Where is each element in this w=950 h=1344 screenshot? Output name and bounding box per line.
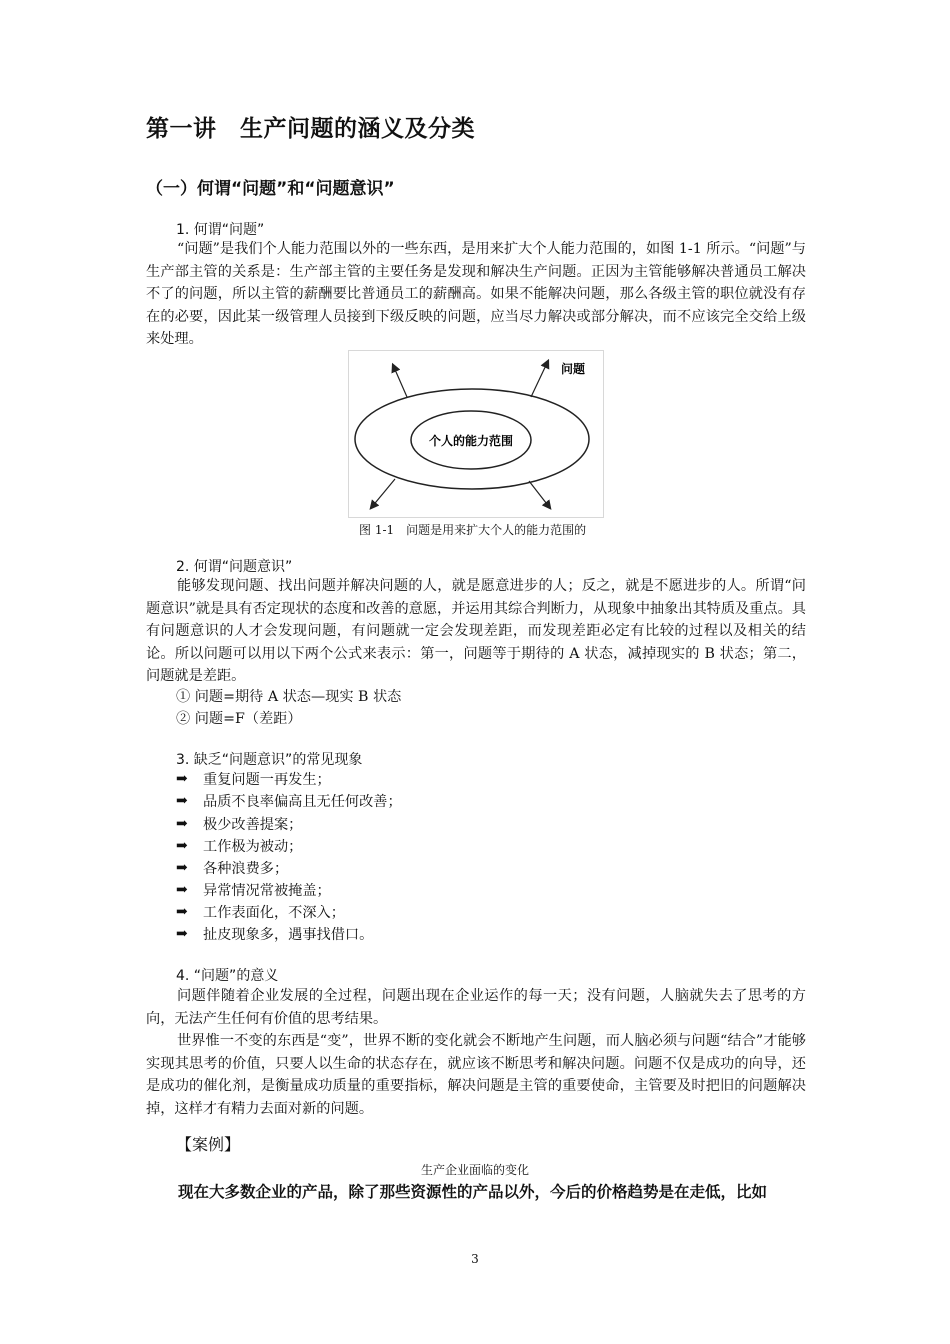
page-number: 3	[471, 1252, 479, 1266]
inner-label: 个人的能力范围	[428, 434, 514, 448]
list-item: ➡ 异常情况常被掩盖；	[176, 882, 331, 899]
subheading-problem-awareness: 2. 何谓“问题意识”	[176, 559, 293, 575]
list-item: ➡ 品质不良率偏高且无任何改善；	[176, 793, 402, 810]
arrow-bullet-icon: ➡	[176, 793, 188, 809]
case-title: 生产企业面临的变化	[420, 1163, 529, 1177]
paragraph-meaning-1: 问题伴随着企业发展的全过程，问题出现在企业运作的每一天；没有问题，人脑就失去了思考的方向，无法产生任何有价值的思考结果。	[146, 988, 806, 1027]
subheading-meaning: 4. “问题”的意义	[176, 968, 279, 984]
paragraph-problem-awareness: 能够发现问题、找出问题并解决问题的人，就是愿意进步的人；反之，就是不愿进步的人。所谓“问题意识”就是具有否定现状的态度和改善的意愿，并运用其综合判断力，从现象中抽象出其特质及重点。具有问题意识的人才会发现问题，有问题就一定会发现差距，而发现差距必定有比较的过程以及相关的结论。所以问题可以用以下两个公式来表示：第一，问题等于期待的 A 状态，减掉现实的 B 状态；第二，问题就是差距。	[146, 578, 806, 684]
formula-1: ① 问题=期待 A 状态—现实 B 状态	[176, 689, 402, 705]
arrow-up-left	[393, 365, 407, 397]
arrow-down-right	[529, 481, 550, 508]
ellipse-diagram	[349, 351, 603, 517]
list-item: ➡ 扯皮现象多，遇事找借口。	[176, 926, 374, 943]
figure-ability-range	[348, 350, 604, 518]
outer-label: 问题	[561, 362, 586, 376]
arrow-bullet-icon: ➡	[176, 926, 188, 942]
list-item: ➡ 工作表面化，不深入；	[176, 904, 345, 921]
list-item: ➡ 极少改善提案；	[176, 816, 303, 833]
arrow-bullet-icon: ➡	[176, 860, 188, 876]
paragraph-meaning-2: 世界惟一不变的东西是“变”，世界不断的变化就会不断地产生问题，而人脑必须与问题“结合”才能够实现其思考的价值，只要人以生命的状态存在，就应该不断思考和解决问题。问题不仅是成功的向导，还是成功的催化剂，是衡量成功质量的重要指标，解决问题是主管的重要使命，主管要及时把旧的问题解决掉，这样才有精力去面对新的问题。	[146, 1033, 806, 1117]
list-item: ➡ 工作极为被动；	[176, 838, 303, 855]
arrow-bullet-icon: ➡	[176, 816, 188, 832]
arrow-bullet-icon: ➡	[176, 882, 188, 898]
subheading-what-is-problem: 1. 何谓“问题”	[176, 222, 265, 238]
paragraph-problem-definition: “问题”是我们个人能力范围以外的一些东西，是用来扩大个人能力范围的，如图 1-1 所示。“问题”与生产部主管的关系是：生产部主管的主要任务是发现和解决生产问题。正因为主管能够解决普通员工解决不了的问题，所以主管的薪酬要比普通员工的薪酬高。如果不能解决问题，那么各级主管的职位就没有存在的必要，因此某一级管理人员接到下级反映的问题，应当尽力解决或部分解决，而不应该完全交给上级来处理。	[146, 241, 806, 347]
arrow-down-left	[371, 479, 395, 508]
lecture-title: 第一讲 生产问题的涵义及分类	[146, 116, 475, 142]
list-item: ➡ 各种浪费多；	[176, 860, 289, 877]
figure-caption: 图 1-1 问题是用来扩大个人的能力范围的	[359, 523, 587, 537]
list-item: ➡ 重复问题一再发生；	[176, 771, 331, 788]
arrow-bullet-icon: ➡	[176, 771, 188, 787]
section-heading: （一）何谓“问题”和“问题意识”	[146, 179, 395, 199]
arrow-up-right	[531, 361, 548, 397]
case-label: 【案例】	[176, 1135, 241, 1154]
arrow-bullet-icon: ➡	[176, 838, 188, 854]
subheading-lack-awareness: 3. 缺乏“问题意识”的常见现象	[176, 752, 363, 768]
arrow-bullet-icon: ➡	[176, 904, 188, 920]
formula-2: ② 问题=F（差距）	[176, 711, 302, 727]
case-text: 现在大多数企业的产品，除了那些资源性的产品以外，今后的价格趋势是在走低，比如	[178, 1183, 768, 1201]
